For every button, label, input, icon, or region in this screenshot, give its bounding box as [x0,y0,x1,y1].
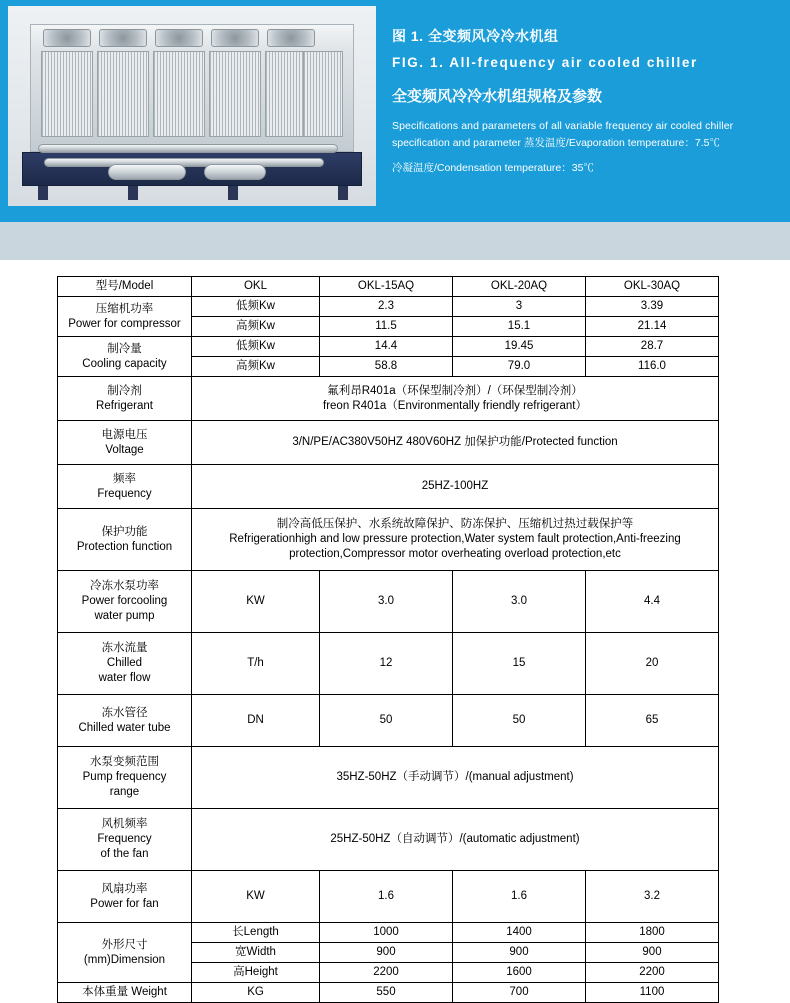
condenser-grille [97,51,149,137]
label-en2: water flow [98,672,151,684]
condenser-grille [41,51,93,137]
value-cell: 1800 [586,923,719,943]
table-row [58,633,719,695]
value-cell: 900 [320,943,453,963]
pump-frequency-value: 35HZ-50HZ（手动调节）/(manual adjustment) [192,747,719,809]
unit-cell: 高频Kw [192,357,320,377]
value-cell: 79.0 [453,357,586,377]
table-row [58,923,719,943]
value-cell: 3 [453,297,586,317]
frequency-value: 25HZ-100HZ [192,465,719,509]
value-cell: 4.4 [586,571,719,633]
row-label-fan-frequency [58,809,192,871]
fan-unit [155,29,203,47]
table-row [58,983,719,1003]
label-en: Power forcooling [81,595,168,607]
specifications-table [57,276,719,1003]
value-cell: 14.4 [320,337,453,357]
value-cell: 1.6 [320,871,453,923]
label-en2: of the fan [100,848,149,860]
product-photo [8,6,376,206]
row-label-power-water-pump [58,571,192,633]
label-en: Cooling capacity [82,357,167,370]
value-cell: 1600 [453,963,586,983]
water-pipe [44,158,324,167]
label-cn: 频率 [113,472,136,485]
table-row [58,337,719,357]
value-cell: 3.0 [453,571,586,633]
label-cn: 冷冻水泵功率 [90,580,159,592]
value-cell: 58.8 [320,357,453,377]
value-cell: 116.0 [586,357,719,377]
header-banner [0,0,790,222]
table-header-row [58,277,719,297]
row-label-power-compressor [58,297,192,337]
value-cell: 50 [453,695,586,747]
table-row [58,747,719,809]
unit-cell: 高Height [192,963,320,983]
value-cell: 1.6 [453,871,586,923]
label-cn: 外形尺寸 [101,938,148,951]
row-label-dimension [58,923,192,983]
col-header-okl15: OKL-15AQ [320,277,453,297]
label-cn: 制冷量 [107,342,142,355]
refrigerant-value [192,377,719,421]
unit-cell: 长Length [192,923,320,943]
fan-unit [267,29,315,47]
condenser-grille [153,51,205,137]
value-cell: 2.3 [320,297,453,317]
spec-desc-line2: specification and parameter 蒸发温度/Evaporation temperature：7.5℃ [392,137,720,149]
table-row [58,297,719,317]
fan-unit [211,29,259,47]
value-cell: 19.45 [453,337,586,357]
value-cell: 3.0 [320,571,453,633]
row-label-chilled-water-flow [58,633,192,695]
value-cell: 28.7 [586,337,719,357]
unit-cell: 高频Kw [192,317,320,337]
label-en: Refrigerant [96,399,153,412]
table-row [58,421,719,465]
table-row [58,695,719,747]
table-row [58,465,719,509]
col-header-model: 型号/Model [58,277,192,297]
value-cell: 15 [453,633,586,695]
water-tank [108,164,186,180]
protection-line1: 制冷高低压保护、水系统故障保护、防冻保护、压缩机过热过载保护等 [276,518,634,530]
label-cn: 风扇功率 [101,882,148,895]
label-cn: 保护功能 [101,525,148,538]
water-pipe [38,144,338,153]
value-cell: 2200 [320,963,453,983]
row-label-refrigerant [58,377,192,421]
value-cell: 2200 [586,963,719,983]
fan-unit [99,29,147,47]
spec-desc-line1: Specifications and parameters of all variable frequency air cooled chiller [392,120,734,132]
row-label-weight: 本体重量 Weight [58,983,192,1003]
unit-cell: 宽Width [192,943,320,963]
unit-cell: KG [192,983,320,1003]
table-row [58,571,719,633]
value-cell: 50 [320,695,453,747]
value-cell: 1400 [453,923,586,943]
protection-value [192,509,719,571]
water-tank [204,164,266,180]
label-en: Voltage [105,443,144,456]
label-en: Frequency [97,487,152,500]
label-en: Chilled water tube [78,721,171,734]
condenser-grille [209,51,261,137]
label-en: Frequency [97,833,152,845]
value-cell: 550 [320,983,453,1003]
voltage-value: 3/N/PE/AC380V50HZ 480V60HZ 加保护功能/Protected function [192,421,719,465]
figure-caption-cn: 图 1. 全变频风冷冷水机组 [392,28,559,44]
row-label-power-for-fan [58,871,192,923]
table-row [58,509,719,571]
row-label-protection-function [58,509,192,571]
chiller-body [30,24,354,152]
support-leg [38,186,48,200]
specifications-table-wrap [57,276,719,1003]
value-cell: 700 [453,983,586,1003]
value-cell: 15.1 [453,317,586,337]
row-label-pump-frequency-range [58,747,192,809]
value-cell: 3.39 [586,297,719,317]
table-row [58,871,719,923]
unit-cell: KW [192,571,320,633]
unit-cell: T/h [192,633,320,695]
row-label-frequency [58,465,192,509]
row-label-voltage [58,421,192,465]
col-header-okl: OKL [192,277,320,297]
label-en: Power for compressor [68,317,181,330]
value-cell: 20 [586,633,719,695]
value-cell: 1000 [320,923,453,943]
row-label-cooling-capacity [58,337,192,377]
label-en2: water pump [94,610,155,622]
label-en: Power for fan [90,897,159,910]
figure-caption-en: FIG. 1. All-frequency air cooled chiller [392,55,698,70]
table-row [58,809,719,871]
value-cell: 900 [453,943,586,963]
label-en: (mm)Dimension [83,953,166,966]
unit-cell: 低频Kw [192,337,320,357]
label-cn: 制冷剂 [107,384,142,397]
label-cn: 冻水流量 [101,642,148,654]
row-label-chilled-water-tube [58,695,192,747]
label-cn: 冻水管径 [101,706,148,719]
label-en: Protection function [76,540,173,553]
support-leg [128,186,138,200]
value-cell: 3.2 [586,871,719,923]
spec-title-cn: 全变频风冷冷水机组规格及参数 [392,88,603,105]
fan-unit [43,29,91,47]
value-cell: 12 [320,633,453,695]
refrigerant-line2: freon R401a（Environmentally friendly refrigerant） [323,399,587,412]
condenser-grille [303,51,343,137]
label-cn: 电源电压 [101,428,148,441]
refrigerant-line1: 氟利昂R401a（环保型制冷剂）/（环保型制冷剂） [327,384,583,397]
label-cn: 风机频率 [101,818,148,830]
label-cn: 水泵变频范围 [90,756,159,768]
condensation-temp-line: 冷凝温度/Condensation temperature：35℃ [392,162,594,174]
label-cn: 压缩机功率 [95,302,154,315]
col-header-okl20: OKL-20AQ [453,277,586,297]
value-cell: 65 [586,695,719,747]
value-cell: 21.14 [586,317,719,337]
banner-bottom-strip [0,222,790,260]
value-cell: 11.5 [320,317,453,337]
unit-cell: KW [192,871,320,923]
protection-line3: protection,Compressor motor overheating overload protection,etc [289,548,621,560]
protection-line2: Refrigerationhigh and low pressure protection,Water system fault protection,Anti-freezing [229,533,681,545]
value-cell: 900 [586,943,719,963]
table-row [58,377,719,421]
value-cell: 1100 [586,983,719,1003]
unit-cell: 低频Kw [192,297,320,317]
col-header-okl30: OKL-30AQ [586,277,719,297]
label-en: Pump frequency [82,771,167,783]
support-leg [338,186,348,200]
label-en2: range [109,786,140,798]
support-leg [228,186,238,200]
fan-frequency-value: 25HZ-50HZ（自动调节）/(automatic adjustment) [192,809,719,871]
label-en: Chilled [106,657,143,669]
unit-cell: DN [192,695,320,747]
header-text-block [392,26,780,177]
